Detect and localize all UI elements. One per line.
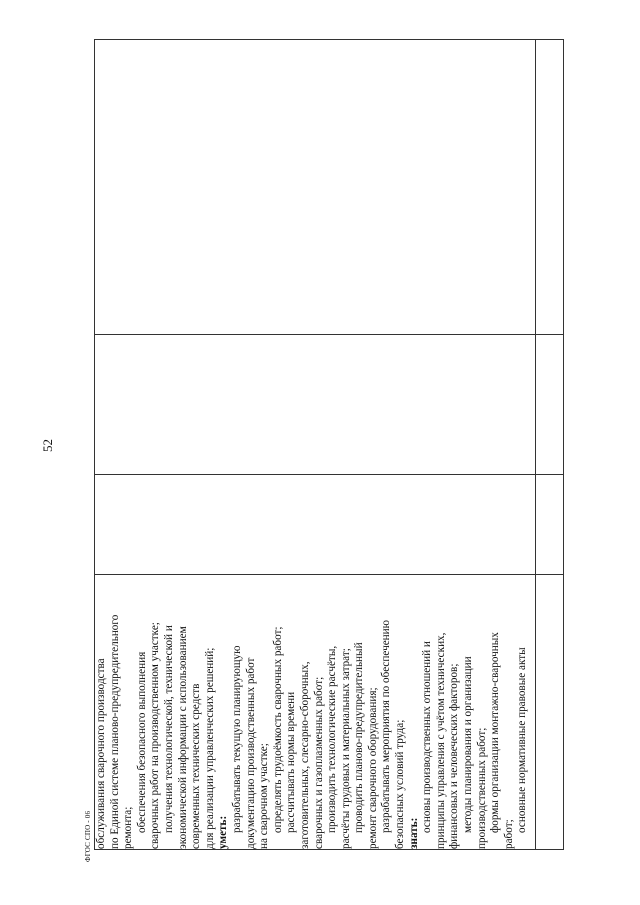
- table-cell-empty-6: [536, 335, 564, 475]
- text-line: ремонта;: [122, 806, 135, 849]
- page-number: 52: [40, 439, 55, 452]
- text-line: получения технологической, технической и: [162, 625, 175, 833]
- table-cell-empty-5: [536, 475, 564, 575]
- text-line: основы производственных отношений и: [421, 641, 434, 833]
- text-line: производить технологические расчёты,: [326, 645, 339, 833]
- text-line: для реализации управленческих решений;: [203, 647, 216, 849]
- text-line: обслуживания сварочного производства: [95, 658, 107, 849]
- text-line: основные нормативные правовые акты: [516, 647, 529, 833]
- text-line: определять трудоёмкость сварочных работ;: [271, 626, 284, 833]
- text-line: заготовительных, слесарно-сборочных,: [298, 661, 311, 849]
- text-line: по Единой системе планово-предупредительного: [108, 614, 121, 849]
- text-line: ремонт сварочного оборудования;: [366, 687, 379, 849]
- text-line: знать:: [407, 817, 420, 849]
- text-line: современных технических средств: [190, 683, 203, 849]
- footer-code: ФГОС СПО - 06: [84, 810, 92, 862]
- text-line: принципы управления с учётом технических,: [434, 632, 447, 849]
- table-cell-empty-2: [95, 335, 536, 475]
- text-line: на сварочном участке;: [258, 743, 271, 849]
- table-cell-empty-3: [95, 40, 536, 335]
- table-cell-empty-4: [536, 575, 564, 850]
- table-cell-text: [95, 575, 536, 850]
- table-row-top: [95, 40, 536, 850]
- text-line: рассчитывать нормы времени: [285, 691, 298, 833]
- text-line: обеспечения безопасного выполнения: [135, 651, 148, 833]
- text-line: документацию производственных работ: [244, 657, 257, 849]
- document-table-sheet: [94, 40, 564, 850]
- text-line: сварочных и газоплазменных работ;: [312, 676, 325, 849]
- requirements-table: [94, 39, 564, 850]
- table-row-bottom: [536, 40, 564, 850]
- text-line: финансовых и человеческих факторов;: [448, 663, 461, 849]
- text-line: проводить планово-предупредительный: [353, 642, 366, 833]
- text-line: уметь:: [217, 815, 230, 849]
- text-line: методы планирования и организации: [462, 656, 475, 833]
- text-line: производственных работ;: [475, 727, 488, 849]
- text-line: расчёты трудовых и материальных затрат;: [339, 648, 352, 849]
- text-line: безопасных условий труда;: [394, 719, 407, 849]
- text-line: разрабатывать текущую планирующую: [230, 645, 243, 833]
- text-line: разрабатывать мероприятия по обеспечению: [380, 620, 393, 833]
- text-line: экономической информации с использованием: [176, 626, 189, 849]
- text-line: сварочных работ на производственном участке;: [149, 622, 162, 849]
- table-cell-empty-7: [536, 40, 564, 335]
- competency-text-block: [95, 575, 530, 849]
- table-cell-empty-1: [95, 475, 536, 575]
- text-line: работ;: [502, 819, 515, 849]
- text-line: формы организации монтажно-сварочных: [489, 632, 502, 833]
